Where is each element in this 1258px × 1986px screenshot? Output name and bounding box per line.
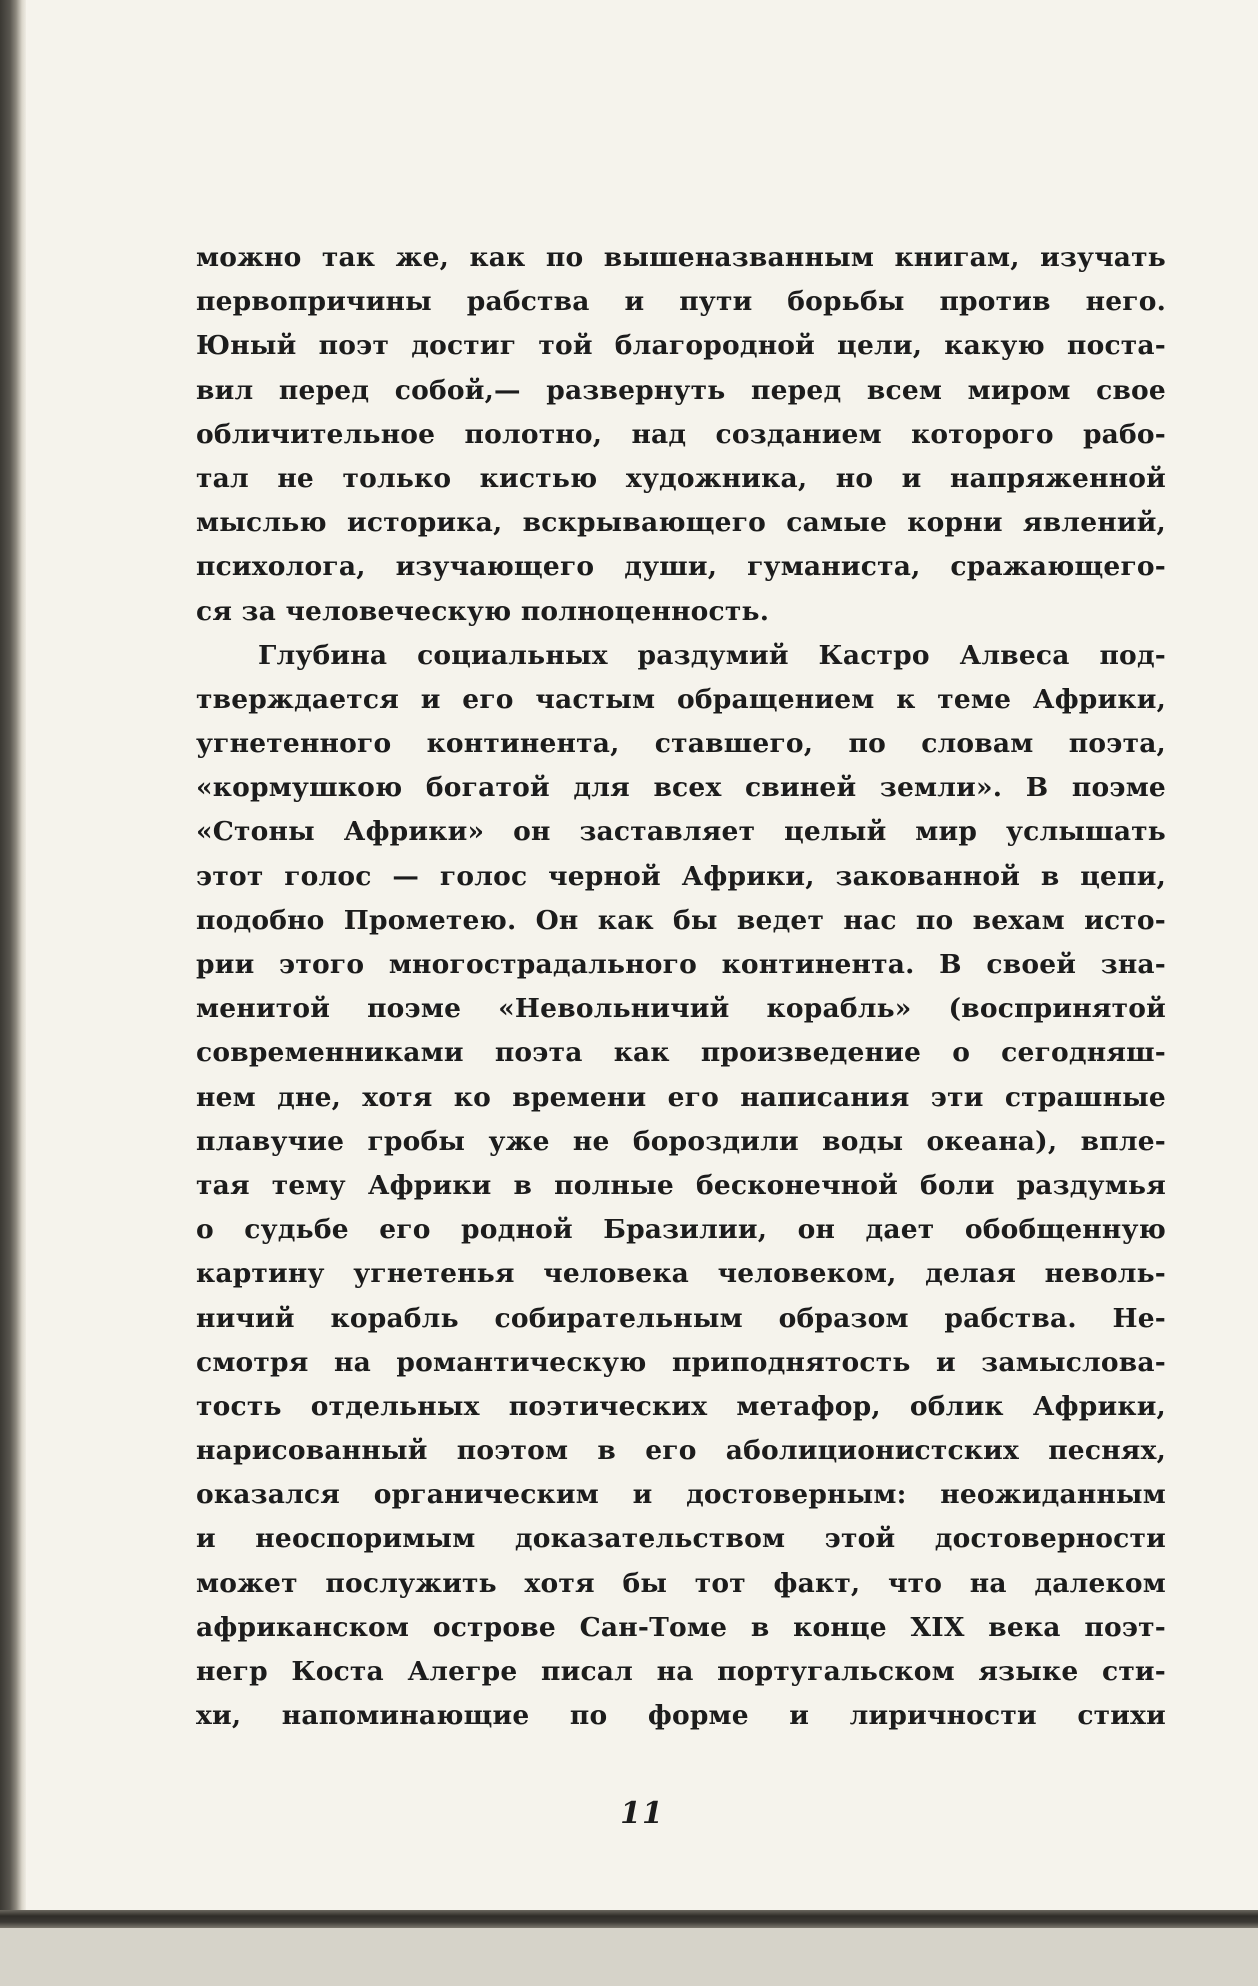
text-line: о судьбе его родной Бразилии, он дает обобщенную	[196, 1214, 1166, 1246]
text-line: вил перед собой,— развернуть перед всем миром свое	[196, 374, 1166, 406]
text-line: «Стоны Африки» он заставляет целый мир услышать	[196, 816, 1166, 848]
text-line: тверждается и его частым обращением к теме Африки,	[196, 683, 1166, 715]
text-line: может послужить хотя бы тот факт, что на далеком	[196, 1567, 1166, 1599]
text-line: нарисованный поэтом в его аболиционистских песнях,	[196, 1435, 1166, 1467]
text-line: этот голос — голос черной Африки, закованной в цепи,	[196, 860, 1166, 892]
text-line: картину угнетенья человека человеком, делая неволь-	[196, 1258, 1166, 1290]
text-line: ничий корабль собирательным образом рабства. Не-	[196, 1302, 1166, 1334]
text-line: первопричины рабства и пути борьбы против него.	[196, 286, 1166, 318]
text-line: хи, напоминающие по форме и лиричности стихи	[196, 1700, 1166, 1732]
body-text	[196, 236, 1166, 1738]
page-bottom-edge	[0, 1910, 1258, 1928]
text-line: ся за человеческую полноценность.	[196, 595, 770, 627]
scan-background	[0, 1928, 1258, 1986]
book-spine-shadow	[0, 0, 26, 1910]
text-line: угнетенного континента, ставшего, по словам поэта,	[196, 728, 1166, 760]
text-line: психолога, изучающего души, гуманиста, сражающего-	[196, 551, 1166, 583]
text-line: негр Коста Алегре писал на португальском языке сти-	[196, 1656, 1166, 1687]
page-number: 11	[620, 1796, 664, 1831]
text-line: подобно Прометею. Он как бы ведет нас по вехам исто-	[196, 904, 1166, 936]
text-line: Юный поэт достиг той благородной цели, какую поста-	[196, 330, 1166, 362]
text-line: нем дне, хотя ко времени его написания эти страшные	[196, 1081, 1166, 1113]
text-line: современниками поэта как произведение о сегодняш-	[196, 1037, 1166, 1069]
text-line: оказался органическим и достоверным: неожиданным	[196, 1479, 1166, 1511]
text-line: африканском острове Сан-Томе в конце XIX века поэт-	[196, 1611, 1166, 1643]
text-line: тал не только кистью художника, но и напряженной	[196, 462, 1166, 494]
text-line: рии этого многострадального континента. В своей зна-	[196, 949, 1166, 980]
text-line: мыслью историка, вскрывающего самые корни явлений,	[196, 507, 1166, 539]
text-line: тость отдельных поэтических метафор, облик Африки,	[196, 1390, 1166, 1422]
text-line: менитой поэме «Невольничий корабль» (воспринятой	[196, 993, 1166, 1025]
text-line: тая тему Африки в полные бесконечной боли раздумья	[196, 1169, 1166, 1201]
text-line: можно так же, как по вышеназванным книгам, изучать	[196, 242, 1166, 273]
text-line: смотря на романтическую приподнятость и замыслова-	[196, 1346, 1166, 1378]
text-line: плавучие гробы уже не бороздили воды океана), впле-	[196, 1125, 1166, 1157]
text-line: обличительное полотно, над созданием которого рабо-	[196, 418, 1166, 450]
text-line: Глубина социальных раздумий Кастро Алвеса под-	[258, 639, 1166, 671]
text-line: «кормушкою богатой для всех свиней земли». В поэме	[196, 772, 1166, 804]
book-page	[26, 0, 1258, 1910]
text-line: и неоспоримым доказательством этой достоверности	[196, 1523, 1166, 1555]
